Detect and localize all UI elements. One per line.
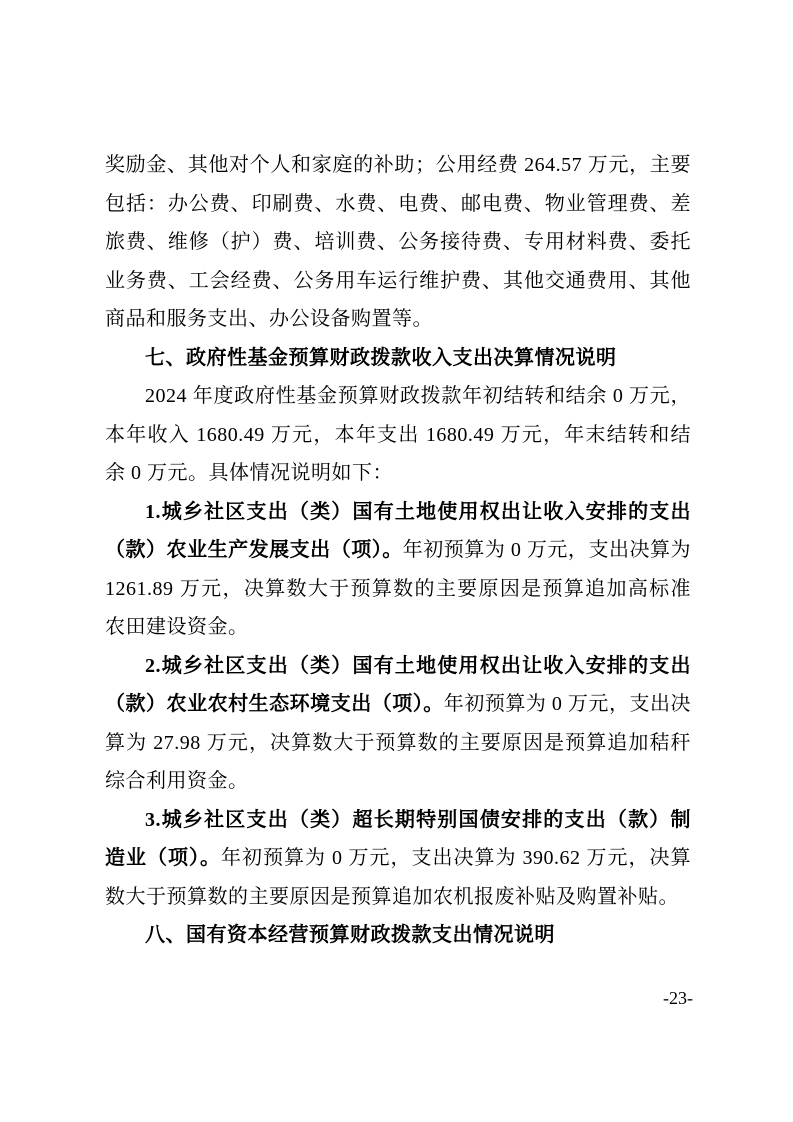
document-body — [105, 146, 691, 955]
section-heading-8: 八、国有资本经营预算财政拨款支出情况说明 — [145, 924, 555, 946]
section-heading-7: 七、政府性基金预算财政拨款收入支出决算情况说明 — [145, 346, 617, 369]
item-2-body: 年初预算为 0 万元，支出决算为 27.98 万元，决算数大于预算数的主要原因是预算追加秸秆综合利用资金。 — [105, 693, 692, 792]
paragraph-general-public-expense: 奖励金、其他对个人和家庭的补助；公用经费 264.57 万元，主要包括：办公费、印刷费、水费、电费、邮电费、物业管理费、差旅费、维修（护）费、培训费、公务接待费、专用材料费、委托业务费、工会经费、公务用车运行维护费、其他交通费用、其他商品和服务支出、办公设备购置等。 — [105, 154, 691, 330]
item-1-lead: 1.城乡社区支出（类）国有土地使用权出让收入安排的支出（款）农业生产发展支出（项）。 — [105, 500, 691, 561]
paragraph-fund-budget-overview: 2024 年度政府性基金预算财政拨款年初结转和结余 0 万元，本年收入 1680.49 万元，本年支出 1680.49 万元，年末结转和结余 0 万元。具体情况说明如下： — [105, 385, 691, 484]
paragraph-item-3 — [105, 801, 691, 917]
item-2-lead: 2.城乡社区支出（类）国有土地使用权出让收入安排的支出（款）农业农村生态环境支出（项）。 — [105, 654, 691, 715]
item-1-body: 年初预算为 0 万元，支出决算为 1261.89 万元，决算数大于预算数的主要原因是预算追加高标准农田建设资金。 — [105, 539, 692, 638]
item-3-lead: 3.城乡社区支出（类）超长期特别国债安排的支出（款）制造业（项）。 — [105, 808, 691, 869]
item-3-body: 年初预算为 0 万元，支出决算为 390.62 万元，决算数大于预算数的主要原因是预算追加农机报废补贴及购置补贴。 — [105, 847, 691, 908]
page-number: -23- — [663, 988, 693, 1008]
paragraph-item-1 — [105, 493, 691, 647]
paragraph-item-2 — [105, 647, 691, 801]
